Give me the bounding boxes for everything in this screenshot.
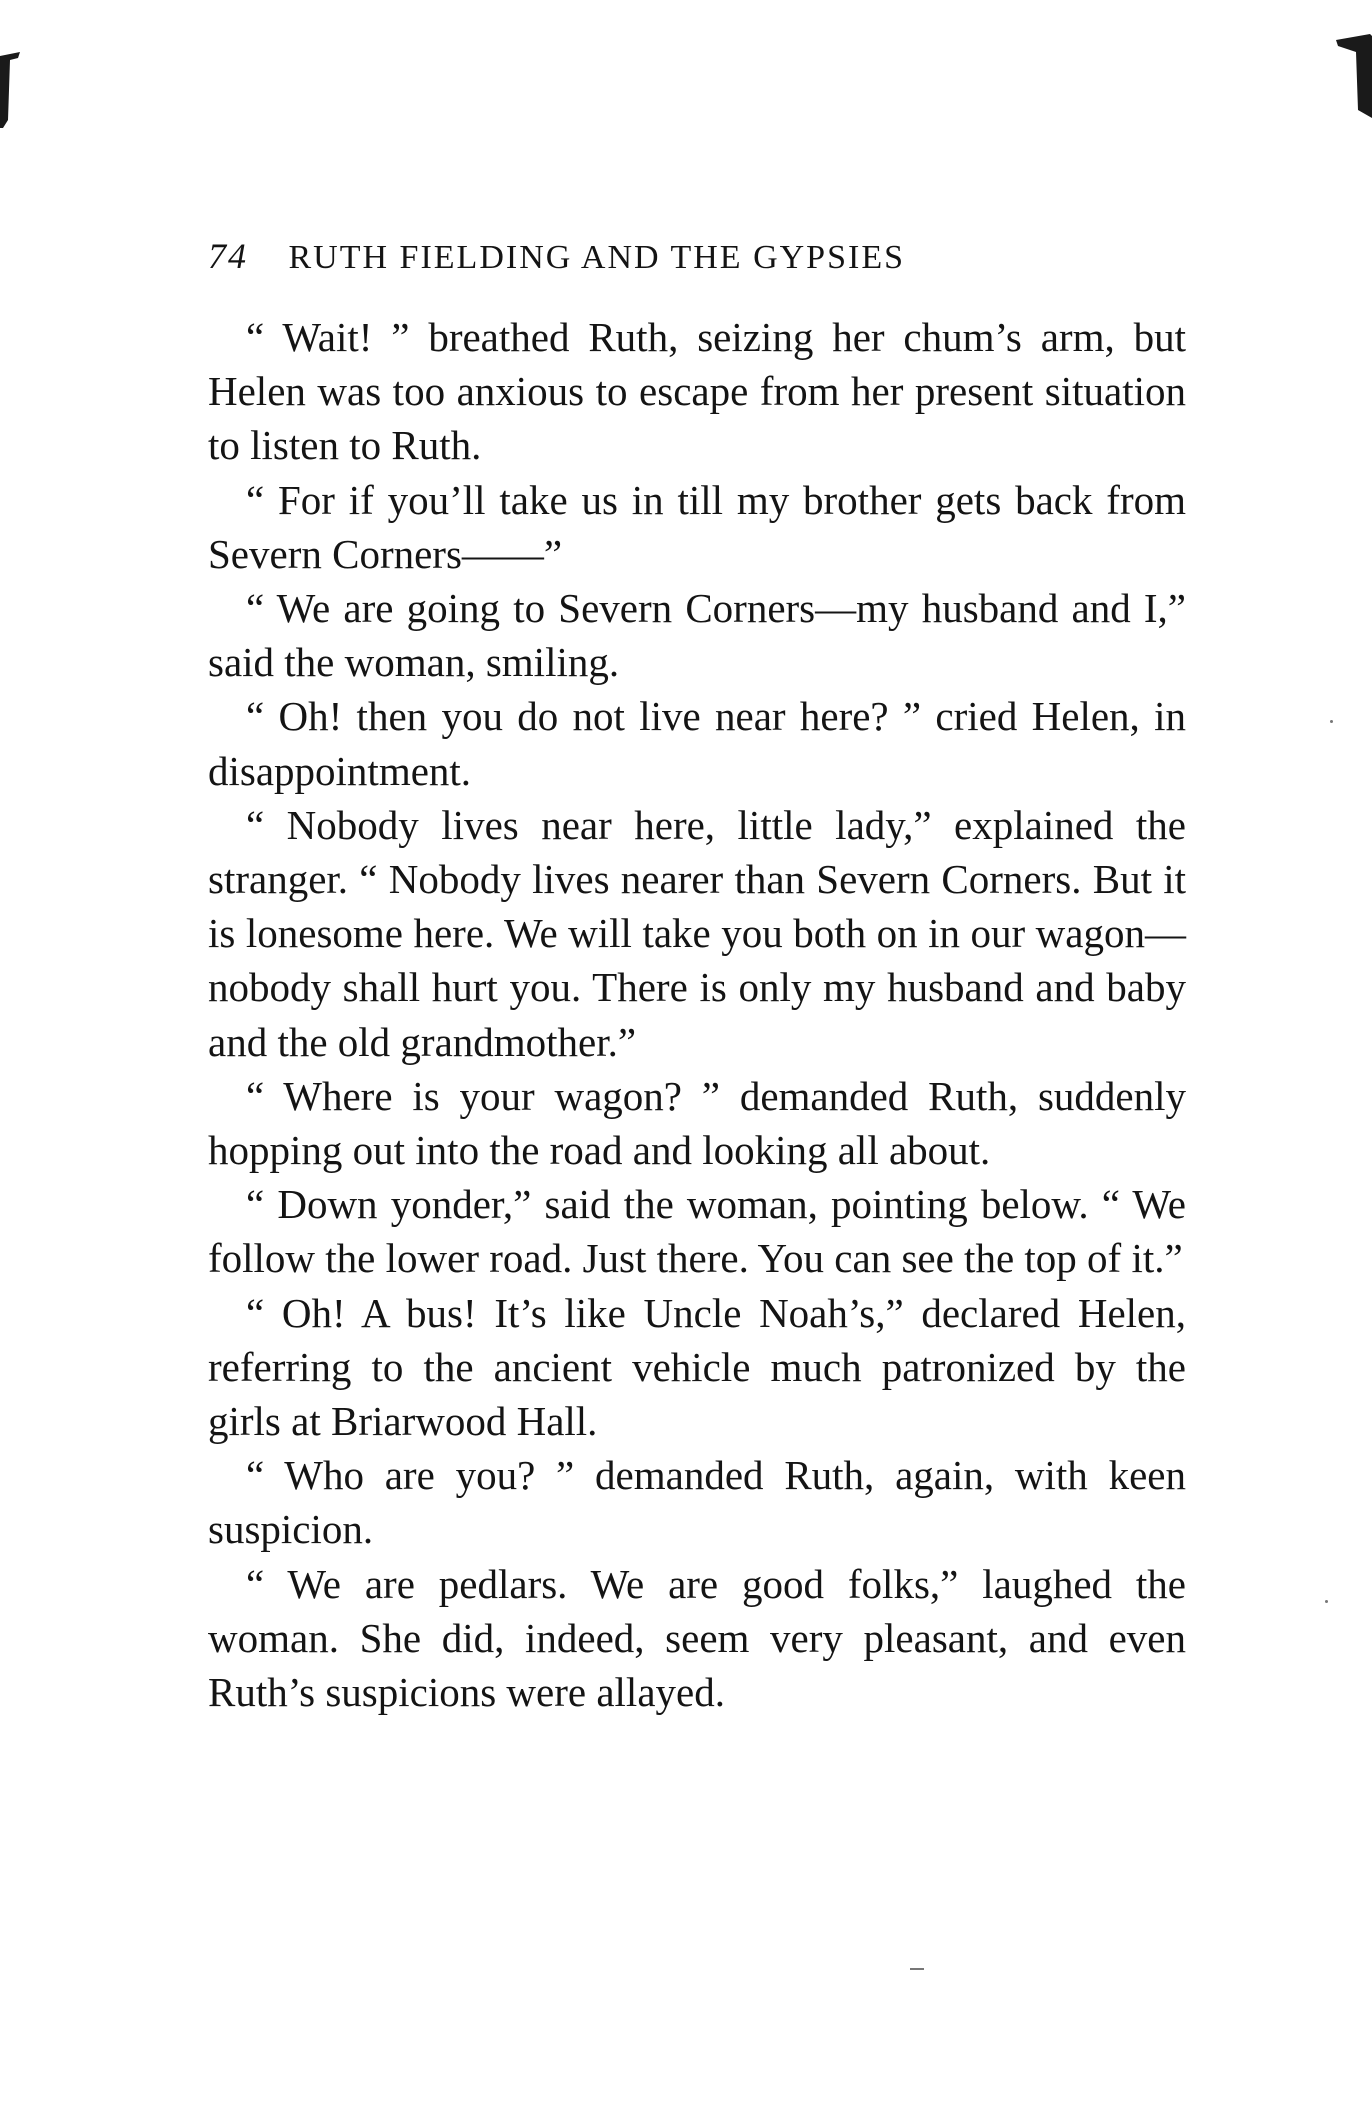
scan-speck bbox=[1325, 1600, 1328, 1603]
scan-edge-mark-right bbox=[1332, 30, 1372, 120]
page-number: 74 bbox=[208, 236, 248, 276]
scan-edge-mark-left bbox=[0, 50, 22, 130]
paragraph: “ For if you’ll take us in till my brother gets back from Severn Corners——” bbox=[208, 476, 1186, 577]
paragraph: “ We are going to Severn Corners—my husband and I,” said the woman, smiling. bbox=[208, 585, 1186, 686]
paragraph: “ Oh! A bus! It’s like Uncle Noah’s,” declared Helen, referring to the ancient vehicle much patronized by the girls at Briarwood Hall. bbox=[208, 1289, 1186, 1445]
paragraph: “ Who are you? ” demanded Ruth, again, with keen suspicion. bbox=[208, 1452, 1186, 1553]
paragraph: “ Wait! ” breathed Ruth, seizing her chum’s arm, but Helen was too anxious to escape from her present situation to listen to Ruth. bbox=[208, 314, 1186, 469]
scan-speck bbox=[910, 1968, 924, 1970]
paragraph: “ Down yonder,” said the woman, pointing below. “ We follow the lower road. Just there. You can see the top of it.” bbox=[208, 1181, 1186, 1282]
paragraph: “ Where is your wagon? ” demanded Ruth, suddenly hopping out into the road and looking all about. bbox=[208, 1072, 1186, 1174]
scan-speck bbox=[1330, 720, 1333, 723]
page-header bbox=[208, 228, 1188, 284]
paragraph: “ Oh! then you do not live near here? ” cried Helen, in disappointment. bbox=[208, 693, 1186, 794]
paragraph: “ Nobody lives near here, little lady,” explained the stranger. “ Nobody lives nearer than Severn Corners. But it is lonesome here. We will take you both on in our wagon—nobody shall hurt you. There is only my husband and baby and the old grandmother.” bbox=[208, 801, 1186, 1065]
paragraph: “ We are pedlars. We are good folks,” laughed the woman. She did, indeed, seem very pleasant, and even Ruth’s suspicions were allayed. bbox=[208, 1560, 1186, 1716]
text-body bbox=[208, 310, 1186, 1719]
running-head: RUTH FIELDING AND THE GYPSIES bbox=[288, 239, 905, 276]
